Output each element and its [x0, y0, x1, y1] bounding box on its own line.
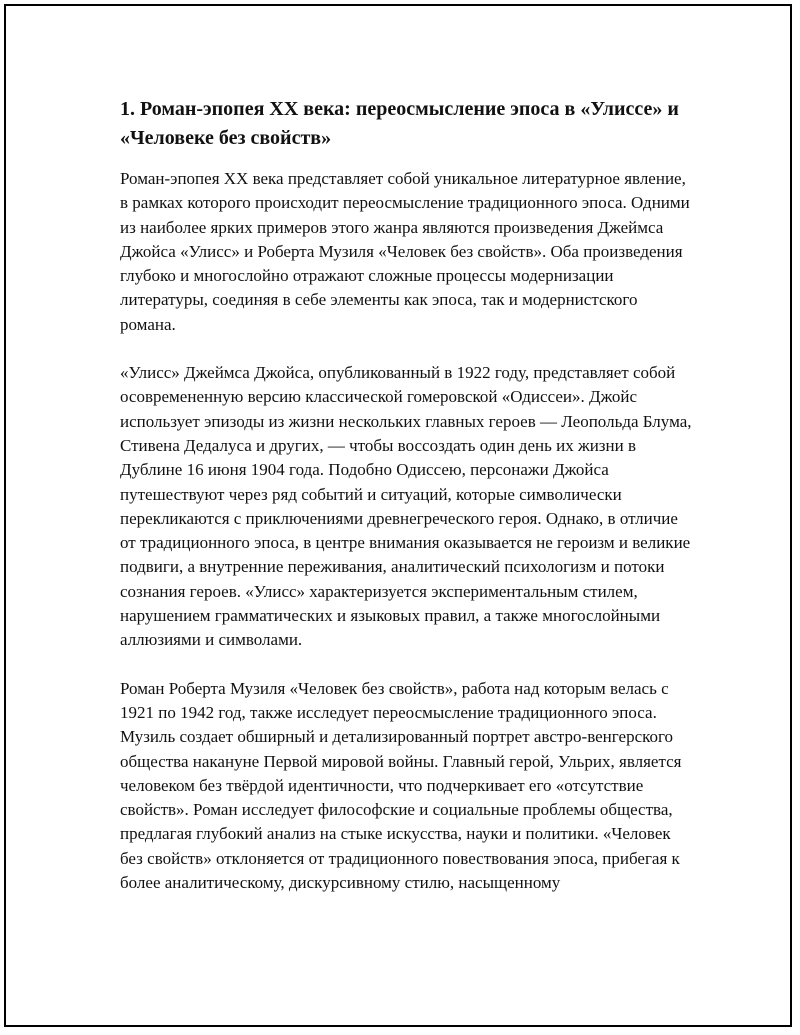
paragraph-musil: Роман Роберта Музиля «Человек без свойств», работа над которым велась с 1921 по 1942 год, также исследует переосмысление традиционного эпоса. Музиль создает обширный и детализированный портрет австро-венгерского общества накануне Первой мировой войны. Главный герой, Ульрих, является человеком без твёрдой идентичности, что подчеркивает его «отсутствие свойств». Роман исследует философские и социальные проблемы общества, предлагая глубокий анализ на стыке искусства, науки и политики. «Человек без свойств» отклоняется от традиционного повествования эпоса, прибегая к более аналитическому, дискурсивному стилю, насыщенному	[120, 678, 682, 893]
paragraph-ulysses: «Улисс» Джеймса Джойса, опубликованный в 1922 году, представляет собой осовремененную версию классической гомеровской «Одиссеи». Джойс использует эпизоды из жизни нескольких главных героев — Леопольда Блума, Стивена Дедалуса и других, — чтобы воссоздать один день их жизни в Дублине 16 июня 1904 года. Подобно Одиссею, персонажи Джойса путешествуют через ряд событий и ситуаций, которые символически перекликаются с приключениями древнегреческого героя. Однако, в отличие от традиционного эпоса, в центре внимания оказывается не героизм и великие подвиги, а внутренние переживания, аналитический психологизм и потоки сознания героев. «Улисс» характеризуется экспериментальным стилем, нарушением грамматических и языковых правил, а также многослойными аллюзиями и символами.	[120, 363, 692, 650]
paragraph-intro: Роман-эпопея XX века представляет собой уникальное литературное явление, в рамках которого происходит переосмысление традиционного эпоса. Одними из наиболее ярких примеров этого жанра являются произведения Джеймса Джойса «Улисс» и Роберта Музиля «Человек без свойств». Оба произведения глубоко и многослойно отражают сложные процессы модернизации литературы, соединяя в себе элементы как эпоса, так и модернистского романа.	[120, 169, 690, 334]
document-page	[4, 4, 792, 1027]
section-heading: 1. Роман-эпопея XX века: переосмысление эпоса в «Улиссе» и «Человеке без свойств»	[120, 98, 679, 149]
document-body	[120, 95, 692, 919]
